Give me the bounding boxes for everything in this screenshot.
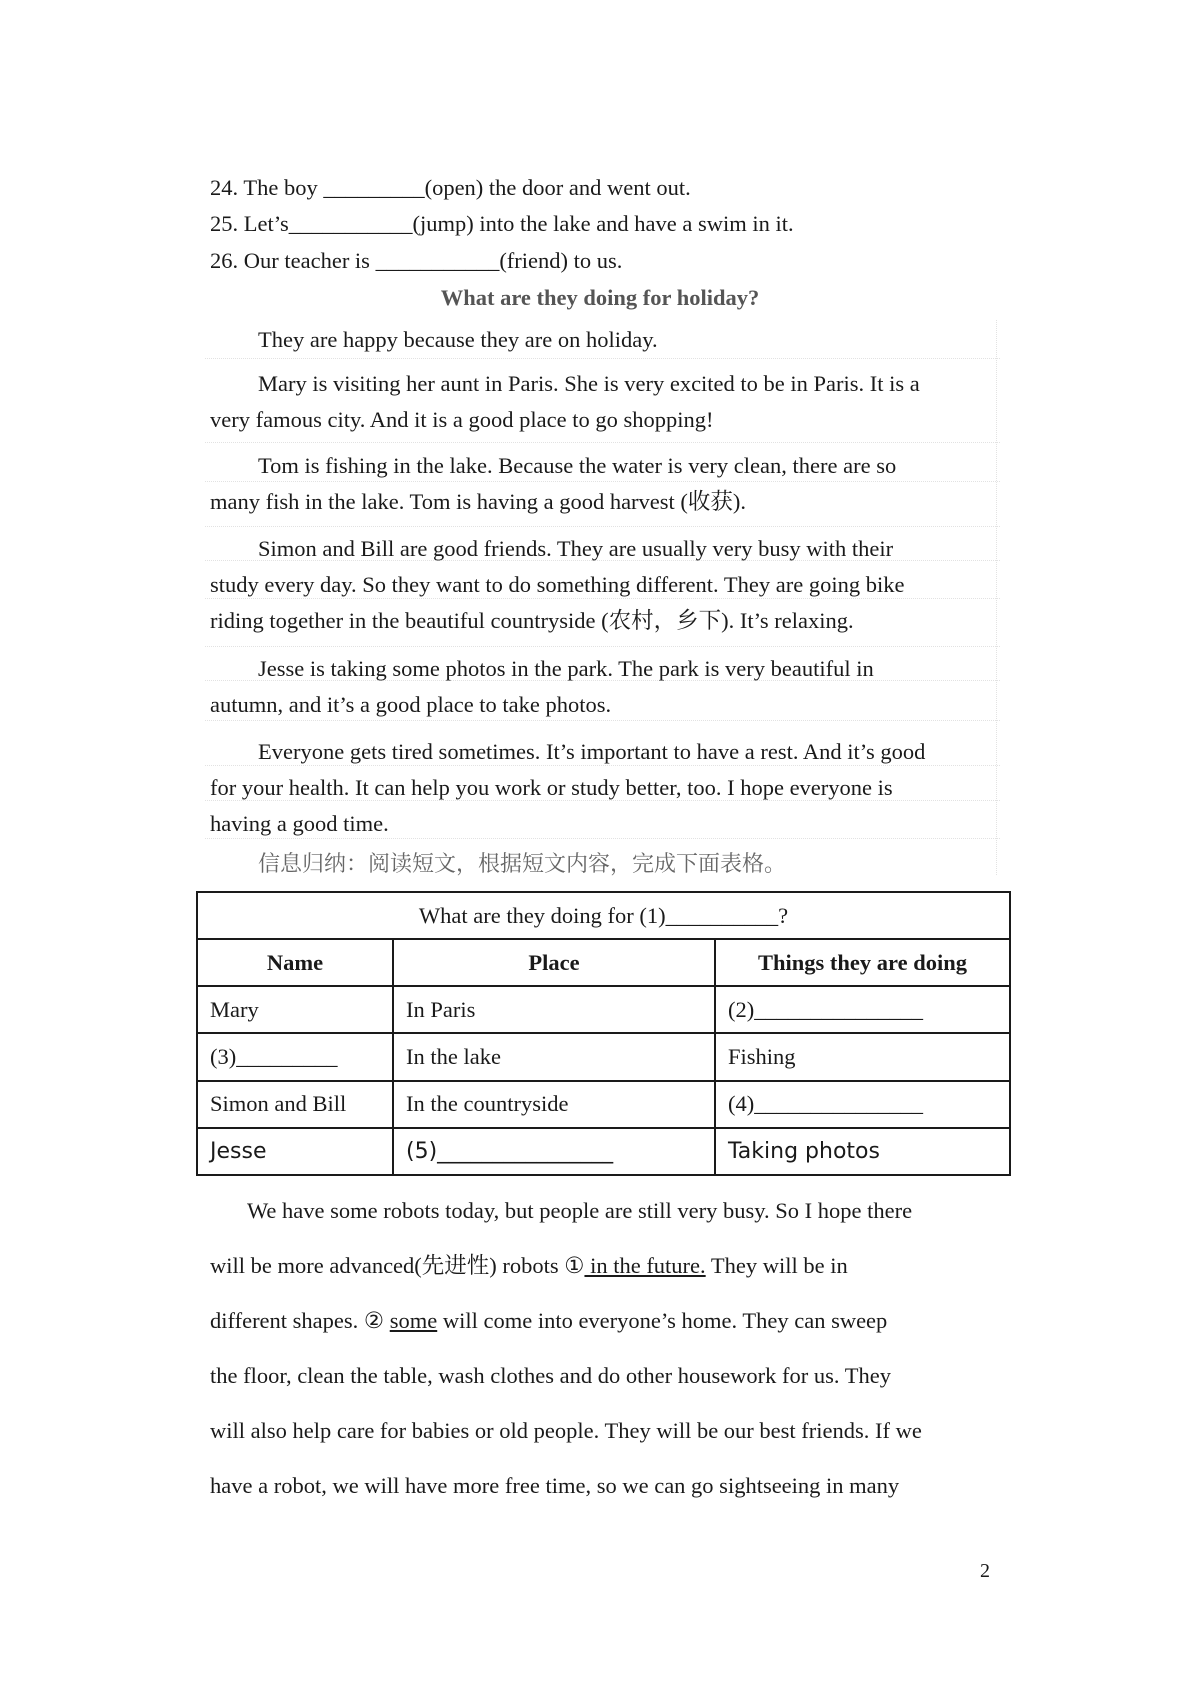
table-cell: In the countryside xyxy=(393,1081,715,1128)
header-name: Name xyxy=(197,939,393,986)
table-row xyxy=(197,1081,1010,1128)
paragraph-line: very famous city. And it is a good place to go shopping! xyxy=(210,407,714,432)
robots-line: will also help care for babies or old people. They will be our best friends. If we xyxy=(210,1418,922,1443)
table-cell: In Paris xyxy=(393,986,715,1033)
paragraph-line: having a good time. xyxy=(210,811,389,836)
robots-line xyxy=(210,1251,848,1281)
paragraph-line: They are happy because they are on holiday. xyxy=(258,327,658,352)
marker-1: ① xyxy=(564,1253,585,1278)
paragraph-line: Simon and Bill are good friends. They are usually very busy with their xyxy=(258,536,894,561)
table-title: What are they doing for (1)__________? xyxy=(197,892,1010,939)
table-cell: In the lake xyxy=(393,1033,715,1080)
rule-line xyxy=(205,442,1000,443)
robots-line: have a robot, we will have more free time, so we can go sightseeing in many xyxy=(210,1473,900,1498)
table-title-row xyxy=(197,892,1010,939)
paragraph-line: Jesse is taking some photos in the park. The park is very beautiful in xyxy=(258,656,874,681)
underlined-phrase-1: in the future. xyxy=(584,1253,706,1278)
paragraph-line: Mary is visiting her aunt in Paris. She is very excited to be in Paris. It is a xyxy=(258,371,920,396)
reading-title: What are they doing for holiday? xyxy=(440,285,760,310)
rule-line xyxy=(205,646,1000,647)
table-cell: Taking photos xyxy=(715,1128,1010,1175)
summary-instruction: 信息归纳：阅读短文，根据短文内容，完成下面表格。 xyxy=(258,852,787,877)
summary-table xyxy=(196,891,1011,1176)
paragraph-line: Tom is fishing in the lake. Because the water is very clean, there are so xyxy=(258,453,897,478)
marker-2: ② xyxy=(363,1308,385,1333)
table-row xyxy=(197,1128,1010,1175)
table-cell: Simon and Bill xyxy=(197,1081,393,1128)
table-cell: Mary xyxy=(197,986,393,1033)
robots-text: will come into everyone’s home. They can sweep xyxy=(437,1308,888,1333)
table-cell: (2)_______________ xyxy=(715,986,1010,1033)
robots-line xyxy=(210,1306,887,1336)
table-cell: (5)________________ xyxy=(393,1128,715,1175)
paragraph-line: study every day. So they want to do something different. They are going bike xyxy=(210,572,905,597)
rule-line xyxy=(205,526,1000,527)
header-place: Place xyxy=(393,939,715,986)
table-cell: Fishing xyxy=(715,1033,1010,1080)
exercise-25: 25. Let’s___________(jump) into the lake and have a swim in it. xyxy=(210,211,794,236)
paragraph-line: Everyone gets tired sometimes. It’s important to have a rest. And it’s good xyxy=(258,739,926,764)
paragraph-line: many fish in the lake. Tom is having a good harvest (收获). xyxy=(210,489,747,514)
paragraph-line: autumn, and it’s a good place to take photos. xyxy=(210,692,612,717)
robots-line: the floor, clean the table, wash clothes and do other housework for us. They xyxy=(210,1363,891,1388)
rule-line xyxy=(205,720,1000,721)
page-number: 2 xyxy=(980,1560,990,1582)
exercise-24: 24. The boy _________(open) the door and went out. xyxy=(210,175,691,200)
robots-line: We have some robots today, but people are still very busy. So I hope there xyxy=(247,1198,913,1223)
robots-text: different shapes. xyxy=(210,1308,364,1333)
table-row xyxy=(197,1033,1010,1080)
table-cell: Jesse xyxy=(197,1128,393,1175)
paragraph-line: for your health. It can help you work or study better, too. I hope everyone is xyxy=(210,775,893,800)
paragraph-line: riding together in the beautiful countryside (农村，乡下). It’s relaxing. xyxy=(210,608,854,633)
header-things: Things they are doing xyxy=(715,939,1010,986)
table-row xyxy=(197,986,1010,1033)
rule-line xyxy=(205,481,1000,482)
underlined-phrase-2: some xyxy=(389,1308,438,1333)
robots-text: will be more advanced(先进性) robots xyxy=(210,1253,565,1278)
table-header-row xyxy=(197,939,1010,986)
exercise-26: 26. Our teacher is ___________(friend) to us. xyxy=(210,248,623,273)
table-cell: (4)_______________ xyxy=(715,1081,1010,1128)
rule-line xyxy=(205,358,1000,359)
table-cell: (3)_________ xyxy=(197,1033,393,1080)
rule-line-vertical xyxy=(996,320,997,875)
robots-text: They will be in xyxy=(705,1253,848,1278)
